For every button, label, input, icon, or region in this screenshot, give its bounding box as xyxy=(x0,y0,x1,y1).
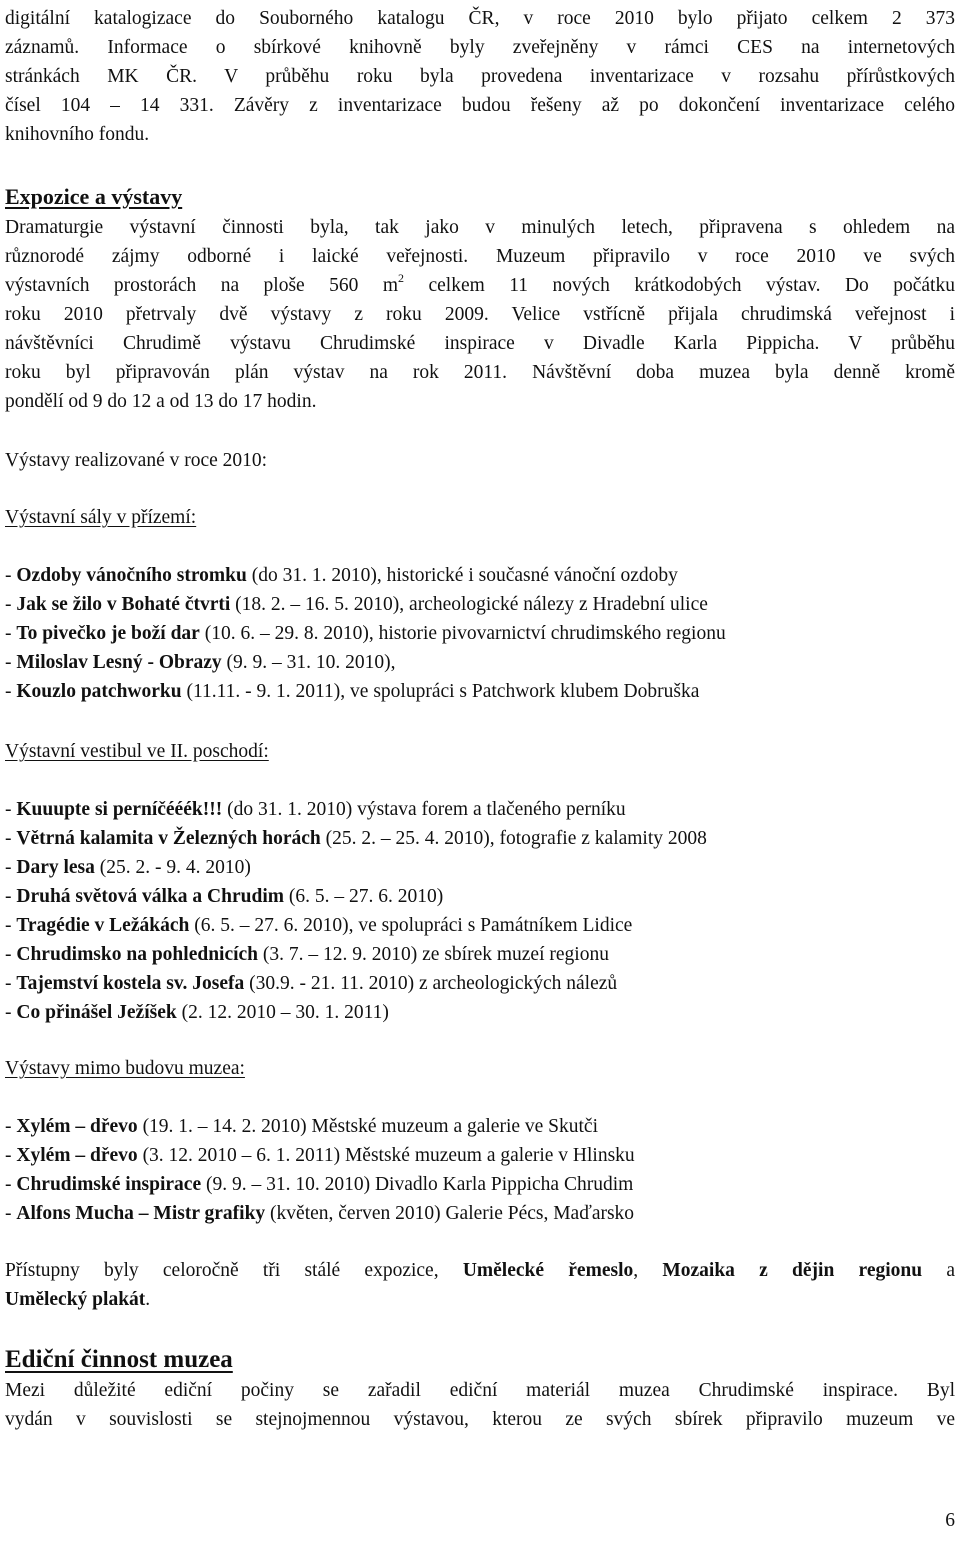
exhibition-details: (do 31. 1. 2010), historické i současné vánoční ozdoby xyxy=(246,565,678,586)
exhibition-item xyxy=(5,1170,633,1199)
exhibition-item xyxy=(5,561,678,590)
paragraph-line: knihovního fondu. xyxy=(5,124,150,145)
list-dash: - xyxy=(5,886,17,907)
paragraph-line: různorodé zájmy odborné i laické veřejnosti. Muzeum připravilo v roce 2010 ve svých xyxy=(5,246,955,267)
exhibition-title: Dary lesa xyxy=(16,857,95,878)
exhibition-details: (25. 2. – 25. 4. 2010), fotografie z kalamity 2008 xyxy=(320,828,707,849)
exhibition-title: Druhá světová válka a Chrudim xyxy=(16,886,284,907)
exhibition-item xyxy=(5,1141,635,1170)
list-dash: - xyxy=(5,1203,17,1224)
group-heading-vestibule: Výstavní vestibul ve II. poschodí: xyxy=(5,741,269,762)
exhibition-details: (30.9. - 21. 11. 2010) z archeologických nálezů xyxy=(244,973,618,994)
paragraph-line: čísel 104 – 14 331. Závěry z inventarizace budou řešeny až po dokončení inventarizace celého xyxy=(5,95,955,116)
exhibition-title: Xylém – dřevo xyxy=(16,1145,138,1166)
exhibition-details: (6. 5. – 27. 6. 2010), ve spolupráci s Památníkem Lidice xyxy=(189,915,633,936)
exhibition-item xyxy=(5,1199,634,1228)
list-dash: - xyxy=(5,915,17,936)
exhibition-details: (6. 5. – 27. 6. 2010) xyxy=(284,886,444,907)
paragraph-line: roku byl připravován plán výstav na rok 2011. Návštěvní doba muzea byla denně kromě xyxy=(5,362,955,383)
exhibition-item xyxy=(5,882,443,911)
exhibition-title: To pivečko je boží dar xyxy=(16,623,200,644)
exhibition-item xyxy=(5,969,617,998)
section-heading-exhibitions: Expozice a výstavy xyxy=(5,184,183,209)
exhibition-item xyxy=(5,940,609,969)
subheading-realized: Výstavy realizované v roce 2010: xyxy=(5,450,268,471)
exhibition-title: Jak se žilo v Bohaté čtvrti xyxy=(16,594,231,615)
section-heading-editorial: Ediční činnost muzea xyxy=(5,1346,233,1373)
exhibition-details: (květen, červen 2010) Galerie Pécs, Maďarsko xyxy=(265,1203,635,1224)
list-dash: - xyxy=(5,857,17,878)
paragraph-line: návštěvníci Chrudimě výstavu Chrudimské inspirace v Divadle Karla Pippicha. V průběhu xyxy=(5,333,955,354)
exhibition-title: Tajemství kostela sv. Josefa xyxy=(16,973,245,994)
list-dash: - xyxy=(5,1116,17,1137)
list-dash: - xyxy=(5,681,17,702)
exhibition-item xyxy=(5,619,726,648)
page-number: 6 xyxy=(945,1510,955,1531)
exhibition-details: (25. 2. - 9. 4. 2010) xyxy=(94,857,251,878)
list-dash: - xyxy=(5,944,17,965)
exhibition-item xyxy=(5,998,389,1027)
exhibition-item xyxy=(5,911,632,940)
exhibition-details: (19. 1. – 14. 2. 2010) Městské muzeum a galerie ve Skutči xyxy=(137,1116,599,1137)
paragraph-line: Dramaturgie výstavní činnosti byla, tak jako v minulých letech, připravena s ohledem na xyxy=(5,217,955,238)
exhibition-title: Tragédie v Ležákách xyxy=(16,915,190,936)
paragraph-line: výstavních prostorách na ploše 560 $m^2$ celkem 11 nových krátkodobých výstav. Do počátku xyxy=(5,270,955,296)
exhibition-details: (do 31. 1. 2010) výstava forem a tlačeného perníku xyxy=(222,799,626,820)
paragraph-line: Přístupny byly celoročně tři stálé expozice, Umělecké řemeslo, Mozaika z dějin regionu a xyxy=(5,1260,955,1281)
exhibition-details: (9. 9. – 31. 10. 2010) Divadlo Karla Pippicha Chrudim xyxy=(201,1174,634,1195)
paragraph-line: Umělecký plakát. xyxy=(5,1289,151,1310)
exhibition-title: Ozdoby vánočního stromku xyxy=(16,565,247,586)
exhibition-title: Chrudimsko na pohlednicích xyxy=(16,944,259,965)
list-dash: - xyxy=(5,828,17,849)
exhibition-title: Miloslav Lesný - Obrazy xyxy=(16,652,222,673)
exhibition-details: (3. 7. – 12. 9. 2010) ze sbírek muzeí regionu xyxy=(258,944,609,965)
group-heading-outside: Výstavy mimo budovu muzea: xyxy=(5,1058,245,1079)
list-dash: - xyxy=(5,799,17,820)
paragraph-line: Mezi důležité ediční počiny se zařadil ediční materiál muzea Chrudimské inspirace. Byl xyxy=(5,1380,955,1401)
exhibition-item xyxy=(5,590,708,619)
exhibition-item xyxy=(5,1112,598,1141)
list-dash: - xyxy=(5,652,17,673)
exhibition-title: Co přinášel Ježíšek xyxy=(16,1002,177,1023)
paragraph-line: vydán v souvislosti se stejnojmennou výstavou, kterou ze svých sbírek připravilo muzeum ve xyxy=(5,1409,955,1430)
exhibition-details: (18. 2. – 16. 5. 2010), archeologické nálezy z Hradební ulice xyxy=(230,594,708,615)
group-heading-ground-floor: Výstavní sály v přízemí: xyxy=(5,507,197,528)
exhibition-details: (2. 12. 2010 – 30. 1. 2011) xyxy=(176,1002,389,1023)
exhibition-title: Větrná kalamita v Železných horách xyxy=(16,828,321,849)
exhibition-details: (10. 6. – 29. 8. 2010), historie pivovarnictví chrudimského regionu xyxy=(199,623,726,644)
exhibition-title: Kouzlo patchworku xyxy=(16,681,182,702)
exhibition-item xyxy=(5,853,251,882)
list-dash: - xyxy=(5,623,17,644)
exhibition-item xyxy=(5,824,707,853)
exhibition-item xyxy=(5,795,626,824)
paragraph-line: roku 2010 přetrvaly dvě výstavy z roku 2009. Velice vstřícně přijala chrudimská veřejnost i xyxy=(5,304,955,325)
exhibition-title: Alfons Mucha – Mistr grafiky xyxy=(16,1203,266,1224)
paragraph-line: stránkách MK ČR. V průběhu roku byla provedena inventarizace v rozsahu přírůstkových xyxy=(5,66,955,87)
list-dash: - xyxy=(5,565,17,586)
exhibition-details: (3. 12. 2010 – 6. 1. 2011) Městské muzeum a galerie v Hlinsku xyxy=(137,1145,635,1166)
exhibition-item xyxy=(5,677,699,706)
exhibition-title: Xylém – dřevo xyxy=(16,1116,138,1137)
list-dash: - xyxy=(5,1002,17,1023)
paragraph-line: pondělí od 9 do 12 a od 13 do 17 hodin. xyxy=(5,391,317,412)
paragraph-line: záznamů. Informace o sbírkové knihovně byly zveřejněny v rámci CES na internetových xyxy=(5,37,955,58)
list-dash: - xyxy=(5,1145,17,1166)
exhibition-item xyxy=(5,648,396,677)
list-dash: - xyxy=(5,1174,17,1195)
exhibition-details: (9. 9. – 31. 10. 2010), xyxy=(221,652,396,673)
list-dash: - xyxy=(5,594,17,615)
exhibition-title: Kuuupte si perníčééék!!! xyxy=(16,799,223,820)
paragraph-line: digitální katalogizace do Souborného katalogu ČR, v roce 2010 bylo přijato celkem 2 373 xyxy=(5,8,955,29)
list-dash: - xyxy=(5,973,17,994)
exhibition-title: Chrudimské inspirace xyxy=(16,1174,202,1195)
exhibition-details: (11.11. - 9. 1. 2011), ve spolupráci s Patchwork klubem Dobruška xyxy=(181,681,700,702)
